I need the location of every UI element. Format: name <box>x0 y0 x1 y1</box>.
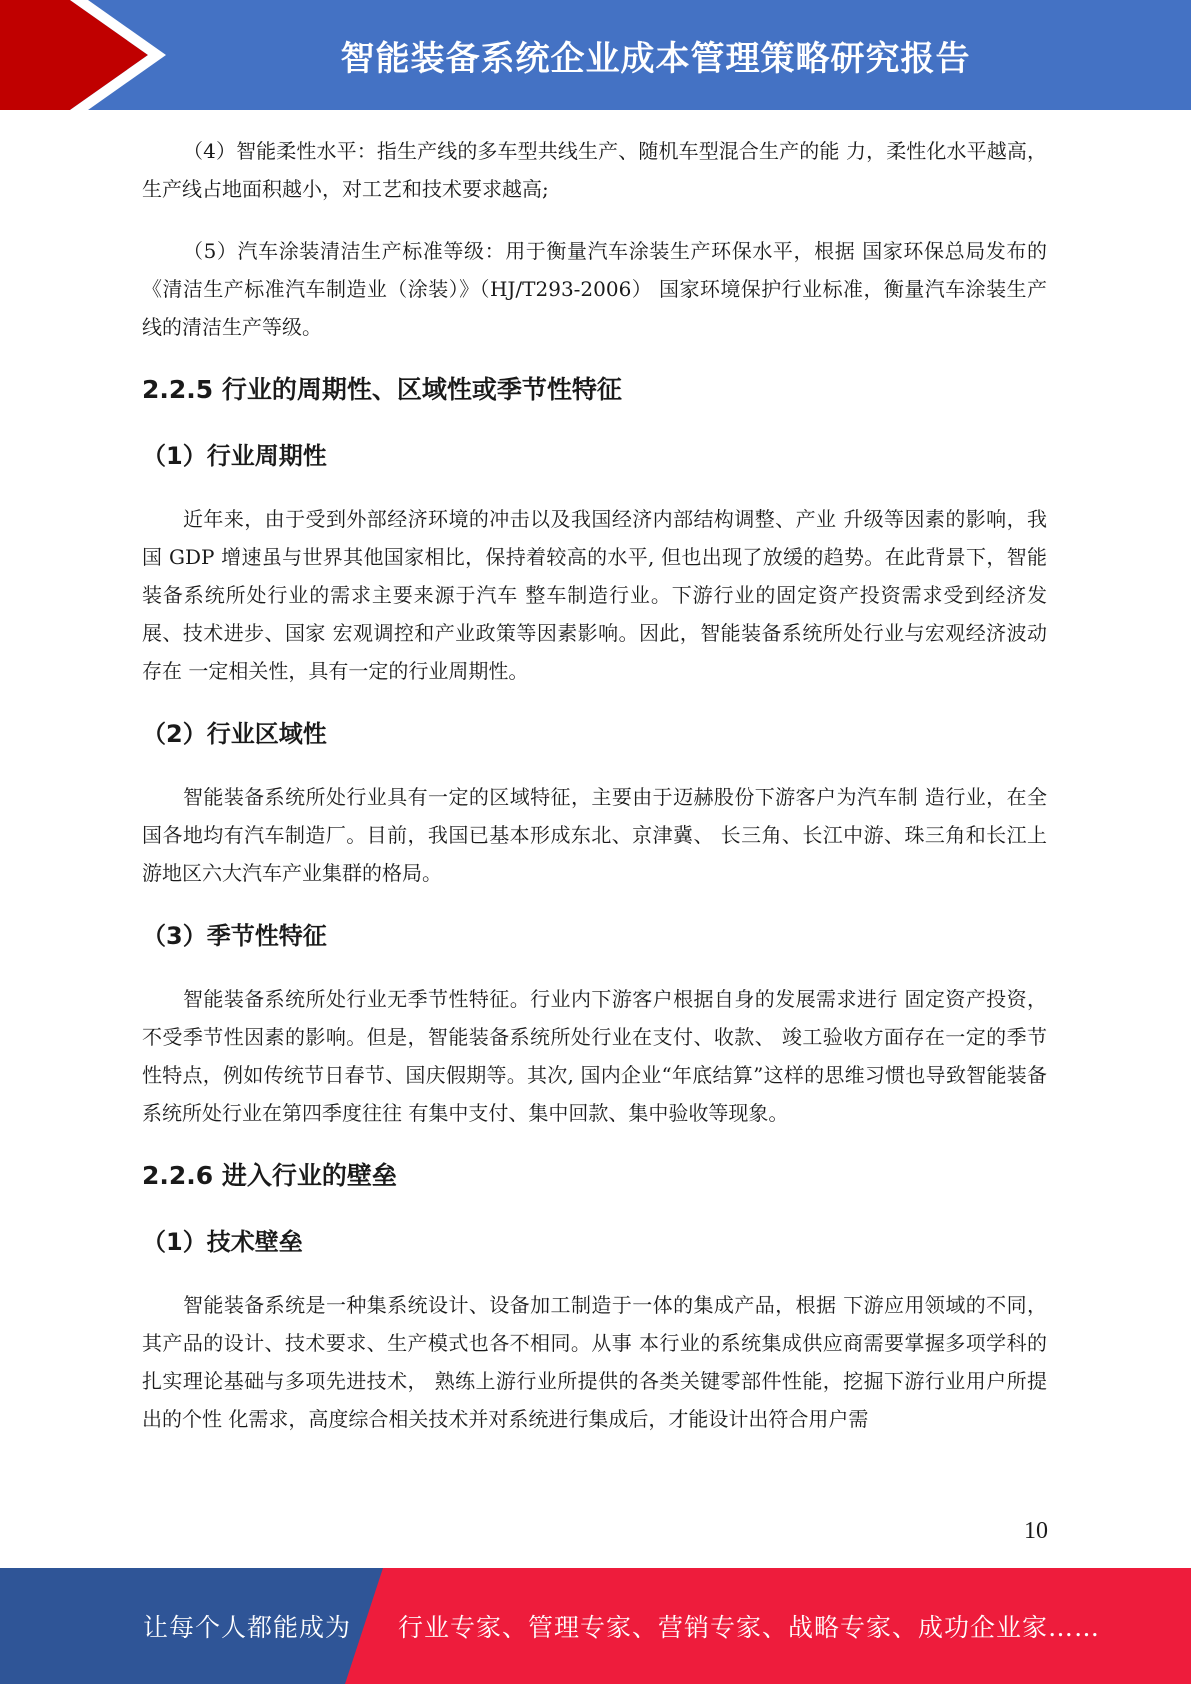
subsection-heading: （1）技术壁垒 <box>142 1228 303 1256</box>
body-paragraph: 智能装备系统是一种集系统设计、设备加工制造于一体的集成产品，根据 下游应用领域的不同，其产品的设计、技术要求、生产模式也各不相同。从事 本行业的系统集成供应商需要掌握多项学科的扎实理论基础与多项先进技术， 熟练上游行业所提供的各类关键零部件性能，挖掘下游行业用户所提出的个性 化需求，高度综合相关技术并对系统进行集成后，才能设计出符合用户需 <box>142 1293 1047 1431</box>
header-banner <box>0 0 1191 110</box>
document-body <box>142 132 1047 1462</box>
report-title: 智能装备系统企业成本管理策略研究报告 <box>340 38 971 79</box>
body-paragraph: 智能装备系统所处行业具有一定的区域特征，主要由于迈赫股份下游客户为汽车制 造行业，在全国各地均有汽车制造厂。目前，我国已基本形成东北、京津冀、 长三角、长江中游、珠三角和长江上游地区六大汽车产业集群的格局。 <box>142 785 1047 885</box>
body-paragraph: 智能装备系统所处行业无季节性特征。行业内下游客户根据自身的发展需求进行 固定资产投资，不受季节性因素的影响。但是，智能装备系统所处行业在支付、收款、 竣工验收方面存在一定的季节性特点，例如传统节日春节、国庆假期等。其次, 国内企业“年底结算”这样的思维习惯也导致智能装备系统所处行业在第四季度往往 有集中支付、集中回款、集中验收等现象。 <box>142 987 1047 1125</box>
subsection-heading: （1）行业周期性 <box>142 442 327 470</box>
page-number: 10 <box>1024 1518 1048 1544</box>
section-heading: 2.2.5 行业的周期性、区域性或季节性特征 <box>142 375 622 404</box>
body-paragraph: 近年来，由于受到外部经济环境的冲击以及我国经济内部结构调整、产业 升级等因素的影响，我国 GDP 增速虽与世界其他国家相比，保持着较高的水平, 但也出现了放缓的趋势。在此背景下，智能装备系统所处行业的需求主要来源于汽车 整车制造行业。下游行业的固定资产投资需求受到经济发展、技术进步、国家 宏观调控和产业政策等因素影响。因此，智能装备系统所处行业与宏观经济波动存在 一定相关性，具有一定的行业周期性。 <box>142 507 1047 683</box>
subsection-heading: （3）季节性特征 <box>142 922 327 950</box>
body-paragraph: （4）智能柔性水平：指生产线的多车型共线生产、随机车型混合生产的能 力，柔性化水平越高，生产线占地面积越小，对工艺和技术要求越高; <box>142 139 1047 201</box>
footer-banner <box>0 1568 1191 1684</box>
footer-slogan-right: 行业专家、管理专家、营销专家、战略专家、成功企业家…… <box>398 1613 1101 1642</box>
footer-slogan-left: 让每个人都能成为 <box>143 1613 352 1642</box>
body-paragraph: （5）汽车涂装清洁生产标准等级：用于衡量汽车涂装生产环保水平，根据 国家环保总局发布的《清洁生产标准汽车制造业（涂装）》（HJ/T293-2006） 国家环境保护行业标准，衡量汽车涂装生产线的清洁生产等级。 <box>142 239 1047 339</box>
header-red-chevron <box>0 0 148 110</box>
subsection-heading: （2）行业区域性 <box>142 720 327 748</box>
section-heading: 2.2.6 进入行业的壁垒 <box>142 1161 397 1190</box>
